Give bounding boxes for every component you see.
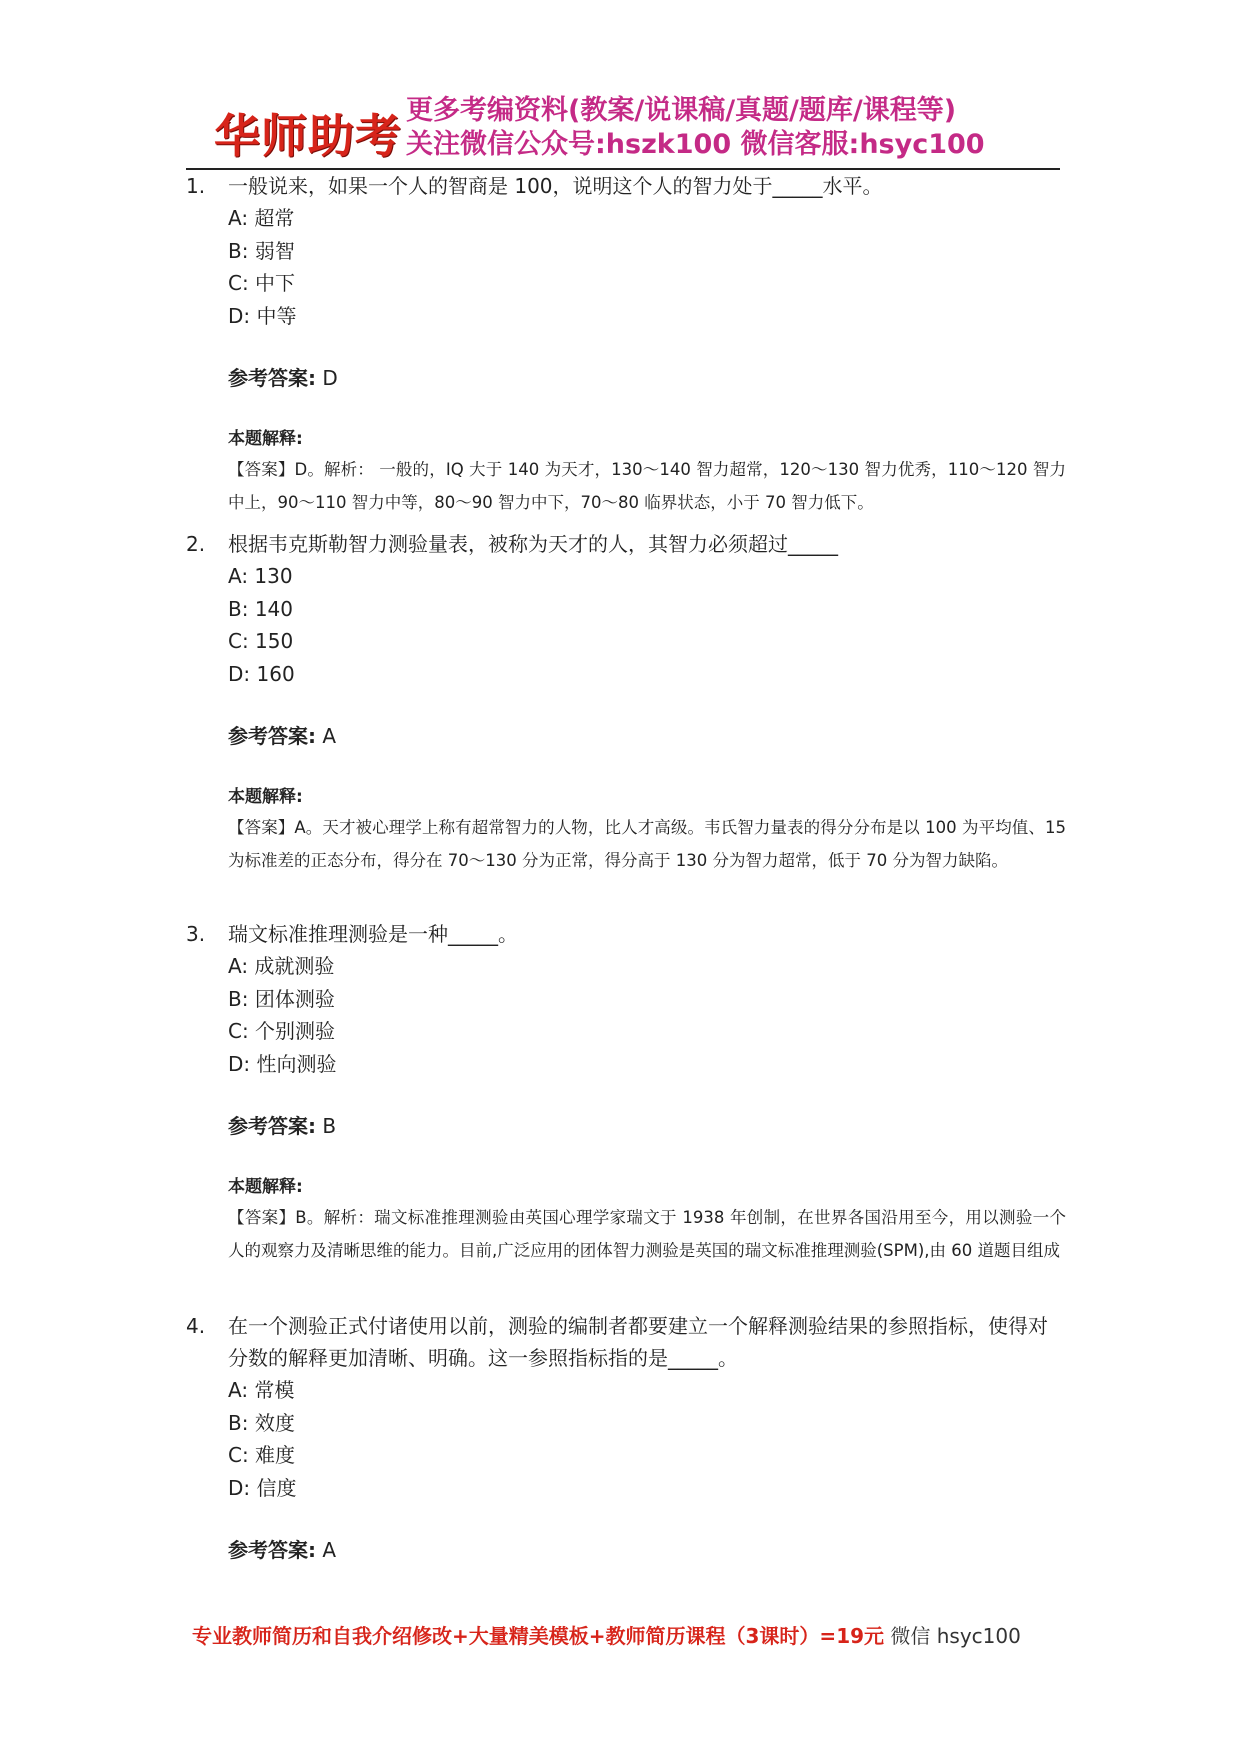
question-text: 瑞文标准推理测验是一种_____。 <box>228 922 518 946</box>
answer-value: B <box>316 1114 337 1138</box>
option-b: B: 效度 <box>228 1410 295 1435</box>
option-d: D: 性向测验 <box>228 1051 337 1076</box>
option-c: C: 150 <box>228 629 294 653</box>
question-number: 2. <box>186 532 206 556</box>
explanation-title: 本题解释: <box>228 1177 303 1197</box>
footer-wechat: 微信 hsyc100 <box>884 1624 1021 1648</box>
answer-value: D <box>316 366 338 390</box>
footer-promo <box>192 1620 1052 1649</box>
question-3 <box>186 918 1066 1267</box>
option-b: B: 弱智 <box>228 238 295 263</box>
question-number: 4. <box>186 1314 206 1338</box>
option-d: D: 中等 <box>228 303 297 328</box>
option-a: A: 成就测验 <box>228 954 335 978</box>
option-a: A: 130 <box>228 564 293 588</box>
option-d: D: 信度 <box>228 1475 297 1500</box>
option-b: B: 团体测验 <box>228 986 335 1011</box>
option-a: A: 超常 <box>228 206 295 230</box>
option-d: D: 160 <box>228 661 295 686</box>
answer-value: A <box>316 1538 337 1562</box>
header-tagline <box>406 94 985 162</box>
answer-label: 参考答案: <box>228 1538 316 1562</box>
question-number: 3. <box>186 922 206 946</box>
answer-value: A <box>316 724 337 748</box>
option-c: C: 难度 <box>228 1443 296 1467</box>
answer <box>228 362 1066 394</box>
explanation-text: 【答案】A。天才被心理学上称有超常智力的人物，比人才高级。韦氏智力量表的得分分布是以 100 为平均值、15 为标准差的正态分布，得分在 70～130 分为正常，得分高于 130 分为智力超常，低于 70 分为智力缺陷。 <box>228 818 1066 870</box>
tagline-line-1: 更多考编资料(教案/说课稿/真题/题库/课程等) <box>406 95 957 126</box>
answer-label: 参考答案: <box>228 724 316 748</box>
option-b: B: 140 <box>228 596 293 621</box>
question-text: 一般说来，如果一个人的智商是 100，说明这个人的智力处于_____水平。 <box>228 174 883 198</box>
option-c: C: 中下 <box>228 271 296 295</box>
explanation-title: 本题解释: <box>228 429 303 449</box>
question-1 <box>186 170 1066 519</box>
explanation-text: 【答案】D。解析： 一般的，IQ 大于 140 为天才，130～140 智力超常，120～130 智力优秀，110～120 智力中上，90～110 智力中等，80～90 智力中下，70～80 临界状态，小于 70 智力低下。 <box>228 460 1066 512</box>
answer <box>228 720 1066 752</box>
question-text: 在一个测验正式付诸使用以前，测验的编制者都要建立一个解释测验结果的参照指标，使得对分数的解释更加清晰、明确。这一参照指标指的是_____。 <box>228 1314 1048 1370</box>
question-text: 根据韦克斯勒智力测验量表，被称为天才的人，其智力必须超过_____ <box>228 532 838 556</box>
header-banner <box>214 92 1044 164</box>
explanation-text: 【答案】B。解析：瑞文标准推理测验由英国心理学家瑞文于 1938 年创制，在世界各国沿用至今，用以测验一个人的观察力及清晰思维的能力。目前,广泛应用的团体智力测验是英国的瑞文标准推理测验(SPM),由 60 道题目组成 <box>228 1208 1066 1260</box>
footer-promo-text: 专业教师简历和自我介绍修改+大量精美模板+教师简历课程（3课时）=19元 <box>192 1624 885 1648</box>
explanation-title: 本题解释: <box>228 787 303 807</box>
option-a: A: 常模 <box>228 1378 295 1402</box>
tagline-line-2: 关注微信公众号:hszk100 微信客服:hsyc100 <box>406 129 985 160</box>
question-2 <box>186 528 1066 877</box>
question-number: 1. <box>186 174 206 198</box>
answer <box>228 1110 1066 1142</box>
option-c: C: 个别测验 <box>228 1019 336 1043</box>
answer-label: 参考答案: <box>228 1114 316 1138</box>
answer-label: 参考答案: <box>228 366 316 390</box>
brand-logo: 华师助考 <box>214 109 402 163</box>
question-4 <box>186 1310 1066 1566</box>
answer <box>228 1534 1066 1566</box>
